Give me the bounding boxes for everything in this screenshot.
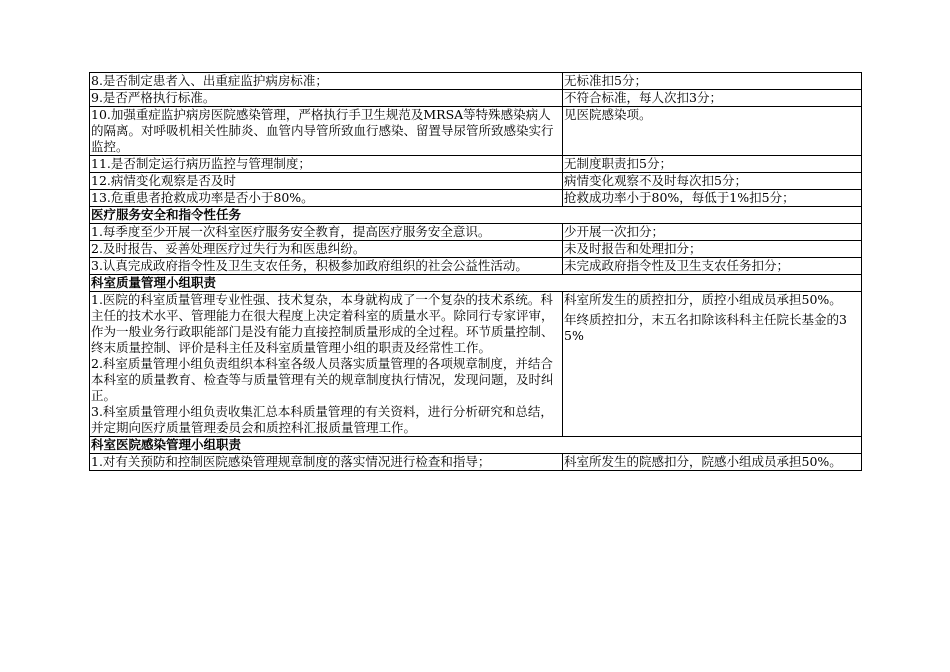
section-title-infection: 科室医院感染管理小组职责 <box>90 437 862 454</box>
table-row <box>90 190 862 207</box>
table-row <box>90 107 862 156</box>
criteria-cell: 3.认真完成政府指令性及卫生支农任务，积极参加政府组织的社会公益性活动。 <box>90 258 563 275</box>
deduction-cell: 未及时报告和处理扣分； <box>563 241 862 258</box>
deduction-cell: 不符合标准，每人次扣3分； <box>563 90 862 107</box>
table-row <box>90 454 862 471</box>
table-row <box>90 224 862 241</box>
table-row <box>90 292 862 437</box>
criteria-cell <box>90 292 563 437</box>
table-row <box>90 90 862 107</box>
criteria-cell: 2.及时报告、妥善处理医疗过失行为和医患纠纷。 <box>90 241 563 258</box>
quality-deduct-2: 年终质控扣分，末五名扣除该科科主任院长基金的35% <box>564 312 847 343</box>
criteria-cell: 1.对有关预防和控制医院感染管理规章制度的落实情况进行检查和指导； <box>90 454 563 471</box>
deduction-cell: 见医院感染项。 <box>563 107 862 156</box>
evaluation-table <box>89 72 862 471</box>
table-row <box>90 173 862 190</box>
deduction-cell: 无标准扣5分； <box>563 73 862 90</box>
quality-item-2: 2.科室质量管理小组负责组织本科室各级人员落实质量管理的各项规章制度，并结合本科室的质量教育、检查等与质量管理有关的规章制度执行情况，发现问题，及时纠正。 <box>91 356 554 403</box>
deduction-cell <box>563 292 862 437</box>
section-header-row <box>90 437 862 454</box>
deduction-cell: 科室所发生的院感扣分，院感小组成员承担50%。 <box>563 454 862 471</box>
criteria-cell: 12.病情变化观察是否及时 <box>90 173 563 190</box>
criteria-cell: 9.是否严格执行标准。 <box>90 90 563 107</box>
table-row <box>90 73 862 90</box>
criteria-cell: 11.是否制定运行病历监控与管理制度； <box>90 156 563 173</box>
criteria-cell: 1.每季度至少开展一次科室医疗服务安全教育，提高医疗服务安全意识。 <box>90 224 563 241</box>
deduction-cell: 未完成政府指令性及卫生支农任务扣分； <box>563 258 862 275</box>
criteria-cell: 13.危重患者抢救成功率是否小于80%。 <box>90 190 563 207</box>
section-header-row <box>90 207 862 224</box>
section-title-service: 医疗服务安全和指令性任务 <box>90 207 862 224</box>
criteria-cell: 8.是否制定患者入、出重症监护病房标准； <box>90 73 563 90</box>
deduction-cell: 少开展一次扣分； <box>563 224 862 241</box>
deduction-cell: 无制度职责扣5分； <box>563 156 862 173</box>
section-header-row <box>90 275 862 292</box>
table-row <box>90 258 862 275</box>
table-row <box>90 241 862 258</box>
section-title-quality: 科室质量管理小组职责 <box>90 275 862 292</box>
quality-item-3: 3.科室质量管理小组负责收集汇总本科质量管理的有关资料，进行分析研究和总结，并定期向医疗质量管理委员会和质控科汇报质量管理工作。 <box>91 404 553 435</box>
deduction-cell: 抢救成功率小于80%，每低于1%扣5分； <box>563 190 862 207</box>
deduction-cell: 病情变化观察不及时每次扣5分； <box>563 173 862 190</box>
criteria-cell: 10.加强重症监护病房医院感染管理，严格执行手卫生规范及MRSA等特殊感染病人的隔离。对呼吸机相关性肺炎、血管内导管所致血行感染、留置导尿管所致感染实行监控。 <box>90 107 563 156</box>
table-row <box>90 156 862 173</box>
quality-deduct-1: 科室所发生的质控扣分，质控小组成员承担50%。 <box>564 292 842 307</box>
quality-item-1: 1.医院的科室质量管理专业性强、技术复杂，本身就构成了一个复杂的技术系统。科主任的技术水平、管理能力在很大程度上决定着科室的质量水平。除同行专家评审，作为一般业务行政职能部门是没有能力直接控制质量形成的全过程。环节质量控制、终末质量控制、评价是科主任及科室质量管理小组的职责及经常性工作。 <box>91 292 554 355</box>
